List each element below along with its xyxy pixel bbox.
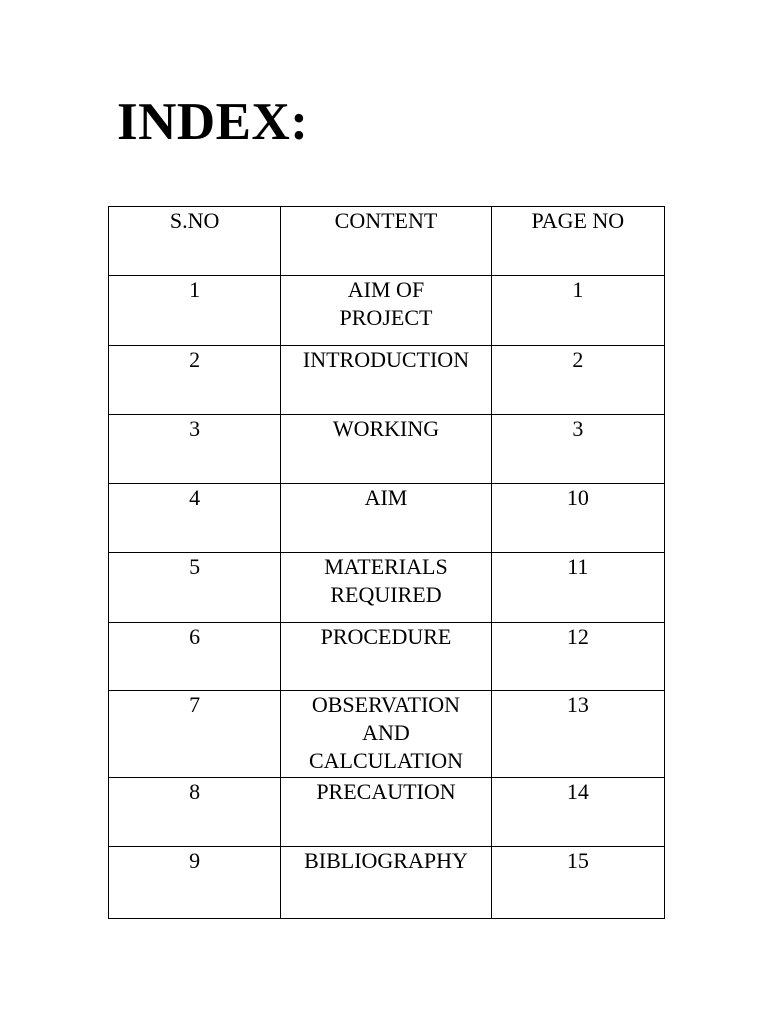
sno-cell (109, 778, 281, 847)
page-cell (491, 346, 664, 415)
page-value: 12 (566, 624, 589, 649)
sno-value: 8 (189, 779, 201, 804)
sno-value: 2 (189, 347, 201, 372)
content-cell (281, 847, 491, 919)
page-value: 13 (566, 692, 589, 717)
content-cell (281, 484, 491, 553)
content-cell (281, 623, 491, 691)
sno-cell (109, 847, 281, 919)
page-cell (491, 778, 664, 847)
table-row (109, 415, 665, 484)
page-value: 11 (567, 554, 589, 579)
sno-value: 6 (189, 624, 201, 649)
table-header-row (109, 207, 665, 276)
sno-cell (109, 415, 281, 484)
page-cell (491, 415, 664, 484)
page-title: INDEX: (117, 93, 309, 151)
sno-value: 7 (189, 692, 201, 717)
table-row (109, 553, 665, 623)
content-value: AIM (364, 485, 408, 510)
header-content-label: CONTENT (334, 208, 438, 233)
sno-cell (109, 691, 281, 778)
page-value: 15 (566, 848, 589, 873)
content-value: AIM OF PROJECT (339, 277, 433, 330)
content-value: WORKING (332, 416, 440, 441)
table-row (109, 484, 665, 553)
page-cell (491, 623, 664, 691)
content-cell (281, 276, 491, 346)
sno-value: 9 (189, 848, 201, 873)
page-value: 2 (572, 347, 584, 372)
header-sno-label: S.NO (169, 208, 220, 233)
page-value: 3 (572, 416, 584, 441)
page-cell (491, 484, 664, 553)
table-row (109, 847, 665, 919)
sno-value: 4 (189, 485, 201, 510)
sno-value: 5 (189, 554, 201, 579)
sno-value: 3 (189, 416, 201, 441)
content-cell (281, 778, 491, 847)
content-cell (281, 691, 491, 778)
content-cell (281, 553, 491, 623)
page-cell (491, 276, 664, 346)
header-page-no-label: PAGE NO (531, 208, 625, 233)
page-value: 10 (566, 485, 589, 510)
content-value: PRECAUTION (316, 779, 456, 804)
content-value: MATERIALS REQUIRED (324, 554, 448, 607)
page-cell (491, 847, 664, 919)
content-cell (281, 415, 491, 484)
sno-value: 1 (189, 277, 201, 302)
sno-cell (109, 346, 281, 415)
sno-cell (109, 276, 281, 346)
header-page-no (491, 207, 664, 276)
table-row (109, 623, 665, 691)
sno-cell (109, 553, 281, 623)
header-sno (109, 207, 281, 276)
content-cell (281, 346, 491, 415)
table-row (109, 346, 665, 415)
content-value: INTRODUCTION (302, 347, 470, 372)
table-row (109, 276, 665, 346)
header-content (281, 207, 491, 276)
table-row (109, 778, 665, 847)
index-table (108, 206, 665, 919)
page-value: 1 (572, 277, 584, 302)
content-value: PROCEDURE (320, 624, 452, 649)
table-row (109, 691, 665, 778)
sno-cell (109, 623, 281, 691)
sno-cell (109, 484, 281, 553)
page-cell (491, 553, 664, 623)
content-value: OBSERVATION AND CALCULATION (308, 692, 463, 773)
page-cell (491, 691, 664, 778)
page-value: 14 (566, 779, 589, 804)
content-value: BIBLIOGRAPHY (304, 848, 468, 873)
